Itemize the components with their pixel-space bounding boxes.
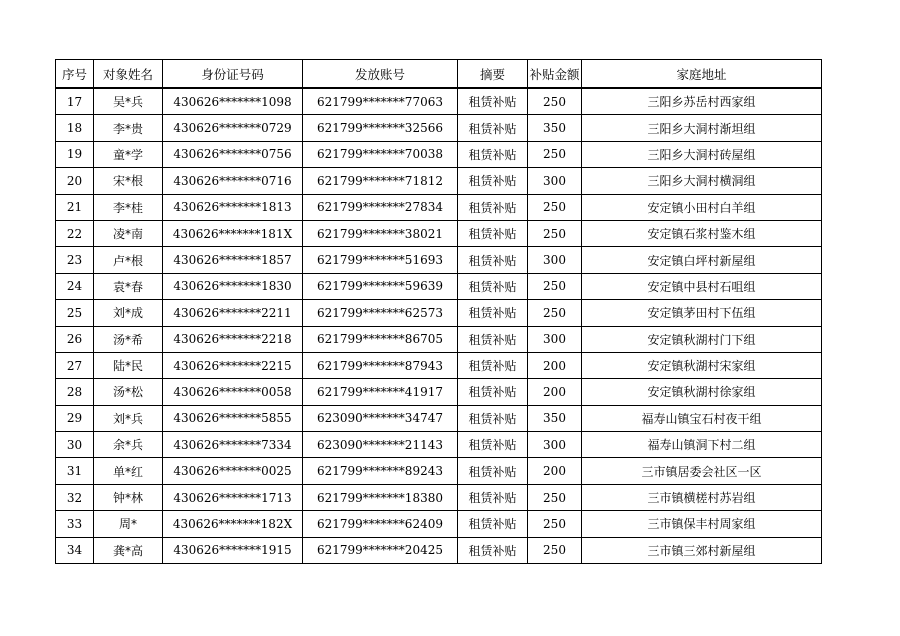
table-row xyxy=(56,405,822,431)
cell-id-number: 430626*******1713 xyxy=(163,484,303,510)
cell-home-address: 安定镇秋湖村宋家组 xyxy=(582,352,822,378)
cell-bank-account: 621799*******62573 xyxy=(303,300,458,326)
cell-row-index: 31 xyxy=(56,458,94,484)
cell-id-number: 430626*******0716 xyxy=(163,168,303,194)
table-row xyxy=(56,458,822,484)
cell-subsidy-amount: 350 xyxy=(528,115,582,141)
cell-subsidy-amount: 250 xyxy=(528,511,582,537)
header-cell-address: 家庭地址 xyxy=(582,60,822,89)
cell-row-index: 32 xyxy=(56,484,94,510)
cell-id-number: 430626*******0756 xyxy=(163,141,303,167)
table-row xyxy=(56,511,822,537)
table-row xyxy=(56,432,822,458)
cell-bank-account: 621799*******89243 xyxy=(303,458,458,484)
header-cell-amount: 补贴金额 xyxy=(528,60,582,89)
cell-id-number: 430626*******0058 xyxy=(163,379,303,405)
cell-recipient-name: 陆*民 xyxy=(94,352,163,378)
cell-bank-account: 621799*******70038 xyxy=(303,141,458,167)
table-row xyxy=(56,88,822,115)
cell-bank-account: 621799*******41917 xyxy=(303,379,458,405)
cell-row-index: 28 xyxy=(56,379,94,405)
cell-row-index: 26 xyxy=(56,326,94,352)
cell-bank-account: 621799*******51693 xyxy=(303,247,458,273)
cell-recipient-name: 吴*兵 xyxy=(94,88,163,115)
cell-recipient-name: 钟*林 xyxy=(94,484,163,510)
cell-subsidy-amount: 200 xyxy=(528,379,582,405)
cell-row-index: 34 xyxy=(56,537,94,563)
cell-subsidy-amount: 250 xyxy=(528,300,582,326)
cell-summary: 租赁补贴 xyxy=(458,537,528,563)
cell-recipient-name: 刘*兵 xyxy=(94,405,163,431)
table-row xyxy=(56,300,822,326)
table-row xyxy=(56,352,822,378)
cell-recipient-name: 李*贵 xyxy=(94,115,163,141)
cell-home-address: 安定镇茅田村下伍组 xyxy=(582,300,822,326)
cell-recipient-name: 周* xyxy=(94,511,163,537)
cell-summary: 租赁补贴 xyxy=(458,141,528,167)
cell-summary: 租赁补贴 xyxy=(458,511,528,537)
cell-row-index: 27 xyxy=(56,352,94,378)
cell-home-address: 三市镇保丰村周家组 xyxy=(582,511,822,537)
cell-home-address: 三市镇横槎村苏岩组 xyxy=(582,484,822,510)
cell-subsidy-amount: 250 xyxy=(528,484,582,510)
cell-recipient-name: 童*学 xyxy=(94,141,163,167)
cell-home-address: 安定镇小田村白羊组 xyxy=(582,194,822,220)
cell-home-address: 三阳乡大洞村横洞组 xyxy=(582,168,822,194)
cell-id-number: 430626*******181X xyxy=(163,220,303,246)
cell-subsidy-amount: 250 xyxy=(528,88,582,115)
cell-bank-account: 621799*******87943 xyxy=(303,352,458,378)
cell-summary: 租赁补贴 xyxy=(458,405,528,431)
cell-id-number: 430626*******1915 xyxy=(163,537,303,563)
cell-bank-account: 621799*******18380 xyxy=(303,484,458,510)
cell-recipient-name: 凌*南 xyxy=(94,220,163,246)
cell-id-number: 430626*******2215 xyxy=(163,352,303,378)
cell-id-number: 430626*******1098 xyxy=(163,88,303,115)
table-row xyxy=(56,168,822,194)
cell-bank-account: 621799*******32566 xyxy=(303,115,458,141)
header-cell-account: 发放账号 xyxy=(303,60,458,89)
cell-bank-account: 621799*******38021 xyxy=(303,220,458,246)
cell-id-number: 430626*******2218 xyxy=(163,326,303,352)
cell-home-address: 安定镇秋湖村门下组 xyxy=(582,326,822,352)
cell-summary: 租赁补贴 xyxy=(458,220,528,246)
cell-row-index: 25 xyxy=(56,300,94,326)
cell-home-address: 安定镇白坪村新屋组 xyxy=(582,247,822,273)
header-cell-name: 对象姓名 xyxy=(94,60,163,89)
table-row xyxy=(56,537,822,563)
cell-bank-account: 621799*******86705 xyxy=(303,326,458,352)
cell-row-index: 20 xyxy=(56,168,94,194)
table-row xyxy=(56,141,822,167)
cell-id-number: 430626*******1813 xyxy=(163,194,303,220)
cell-bank-account: 621799*******59639 xyxy=(303,273,458,299)
cell-subsidy-amount: 250 xyxy=(528,273,582,299)
cell-bank-account: 621799*******77063 xyxy=(303,88,458,115)
cell-summary: 租赁补贴 xyxy=(458,247,528,273)
cell-home-address: 福寿山镇宝石村夜干组 xyxy=(582,405,822,431)
cell-row-index: 30 xyxy=(56,432,94,458)
table-row xyxy=(56,379,822,405)
cell-recipient-name: 袁*春 xyxy=(94,273,163,299)
header-cell-summary: 摘要 xyxy=(458,60,528,89)
header-cell-id-number: 身份证号码 xyxy=(163,60,303,89)
cell-summary: 租赁补贴 xyxy=(458,168,528,194)
cell-recipient-name: 龚*高 xyxy=(94,537,163,563)
cell-bank-account: 623090*******21143 xyxy=(303,432,458,458)
cell-summary: 租赁补贴 xyxy=(458,379,528,405)
cell-recipient-name: 汤*希 xyxy=(94,326,163,352)
cell-subsidy-amount: 350 xyxy=(528,405,582,431)
cell-home-address: 安定镇秋湖村徐家组 xyxy=(582,379,822,405)
cell-recipient-name: 余*兵 xyxy=(94,432,163,458)
header-cell-index: 序号 xyxy=(56,60,94,89)
cell-summary: 租赁补贴 xyxy=(458,194,528,220)
cell-subsidy-amount: 300 xyxy=(528,168,582,194)
cell-summary: 租赁补贴 xyxy=(458,484,528,510)
cell-id-number: 430626*******7334 xyxy=(163,432,303,458)
cell-summary: 租赁补贴 xyxy=(458,352,528,378)
cell-id-number: 430626*******1857 xyxy=(163,247,303,273)
table-row xyxy=(56,273,822,299)
cell-subsidy-amount: 300 xyxy=(528,432,582,458)
cell-row-index: 18 xyxy=(56,115,94,141)
cell-subsidy-amount: 200 xyxy=(528,458,582,484)
table-row xyxy=(56,194,822,220)
cell-bank-account: 621799*******27834 xyxy=(303,194,458,220)
cell-summary: 租赁补贴 xyxy=(458,273,528,299)
cell-subsidy-amount: 300 xyxy=(528,326,582,352)
cell-home-address: 三市镇居委会社区一区 xyxy=(582,458,822,484)
cell-id-number: 430626*******182X xyxy=(163,511,303,537)
cell-row-index: 17 xyxy=(56,88,94,115)
cell-subsidy-amount: 200 xyxy=(528,352,582,378)
cell-bank-account: 621799*******71812 xyxy=(303,168,458,194)
table-row xyxy=(56,247,822,273)
table-row xyxy=(56,220,822,246)
cell-home-address: 三市镇三郊村新屋组 xyxy=(582,537,822,563)
cell-row-index: 19 xyxy=(56,141,94,167)
cell-row-index: 24 xyxy=(56,273,94,299)
table-row xyxy=(56,484,822,510)
cell-summary: 租赁补贴 xyxy=(458,458,528,484)
cell-summary: 租赁补贴 xyxy=(458,115,528,141)
cell-summary: 租赁补贴 xyxy=(458,88,528,115)
cell-row-index: 21 xyxy=(56,194,94,220)
cell-recipient-name: 卢*根 xyxy=(94,247,163,273)
table-row xyxy=(56,326,822,352)
cell-id-number: 430626*******0025 xyxy=(163,458,303,484)
cell-bank-account: 623090*******34747 xyxy=(303,405,458,431)
cell-subsidy-amount: 250 xyxy=(528,141,582,167)
table-row xyxy=(56,115,822,141)
cell-bank-account: 621799*******20425 xyxy=(303,537,458,563)
cell-row-index: 29 xyxy=(56,405,94,431)
cell-home-address: 三阳乡大洞村渐坦组 xyxy=(582,115,822,141)
cell-subsidy-amount: 250 xyxy=(528,194,582,220)
cell-subsidy-amount: 300 xyxy=(528,247,582,273)
cell-summary: 租赁补贴 xyxy=(458,432,528,458)
cell-recipient-name: 李*桂 xyxy=(94,194,163,220)
subsidy-table xyxy=(55,59,822,564)
cell-id-number: 430626*******2211 xyxy=(163,300,303,326)
cell-recipient-name: 刘*成 xyxy=(94,300,163,326)
cell-home-address: 安定镇石浆村鉴木组 xyxy=(582,220,822,246)
cell-id-number: 430626*******1830 xyxy=(163,273,303,299)
cell-home-address: 三阳乡苏岳村西家组 xyxy=(582,88,822,115)
cell-summary: 租赁补贴 xyxy=(458,300,528,326)
cell-row-index: 23 xyxy=(56,247,94,273)
cell-row-index: 22 xyxy=(56,220,94,246)
table-body xyxy=(56,88,822,564)
cell-recipient-name: 汤*松 xyxy=(94,379,163,405)
cell-row-index: 33 xyxy=(56,511,94,537)
cell-home-address: 安定镇中县村石咀组 xyxy=(582,273,822,299)
header-row xyxy=(56,60,822,89)
cell-home-address: 福寿山镇洞下村二组 xyxy=(582,432,822,458)
cell-id-number: 430626*******5855 xyxy=(163,405,303,431)
cell-subsidy-amount: 250 xyxy=(528,537,582,563)
cell-subsidy-amount: 250 xyxy=(528,220,582,246)
cell-summary: 租赁补贴 xyxy=(458,326,528,352)
cell-recipient-name: 单*红 xyxy=(94,458,163,484)
cell-home-address: 三阳乡大洞村砖屋组 xyxy=(582,141,822,167)
cell-bank-account: 621799*******62409 xyxy=(303,511,458,537)
cell-recipient-name: 宋*根 xyxy=(94,168,163,194)
cell-id-number: 430626*******0729 xyxy=(163,115,303,141)
